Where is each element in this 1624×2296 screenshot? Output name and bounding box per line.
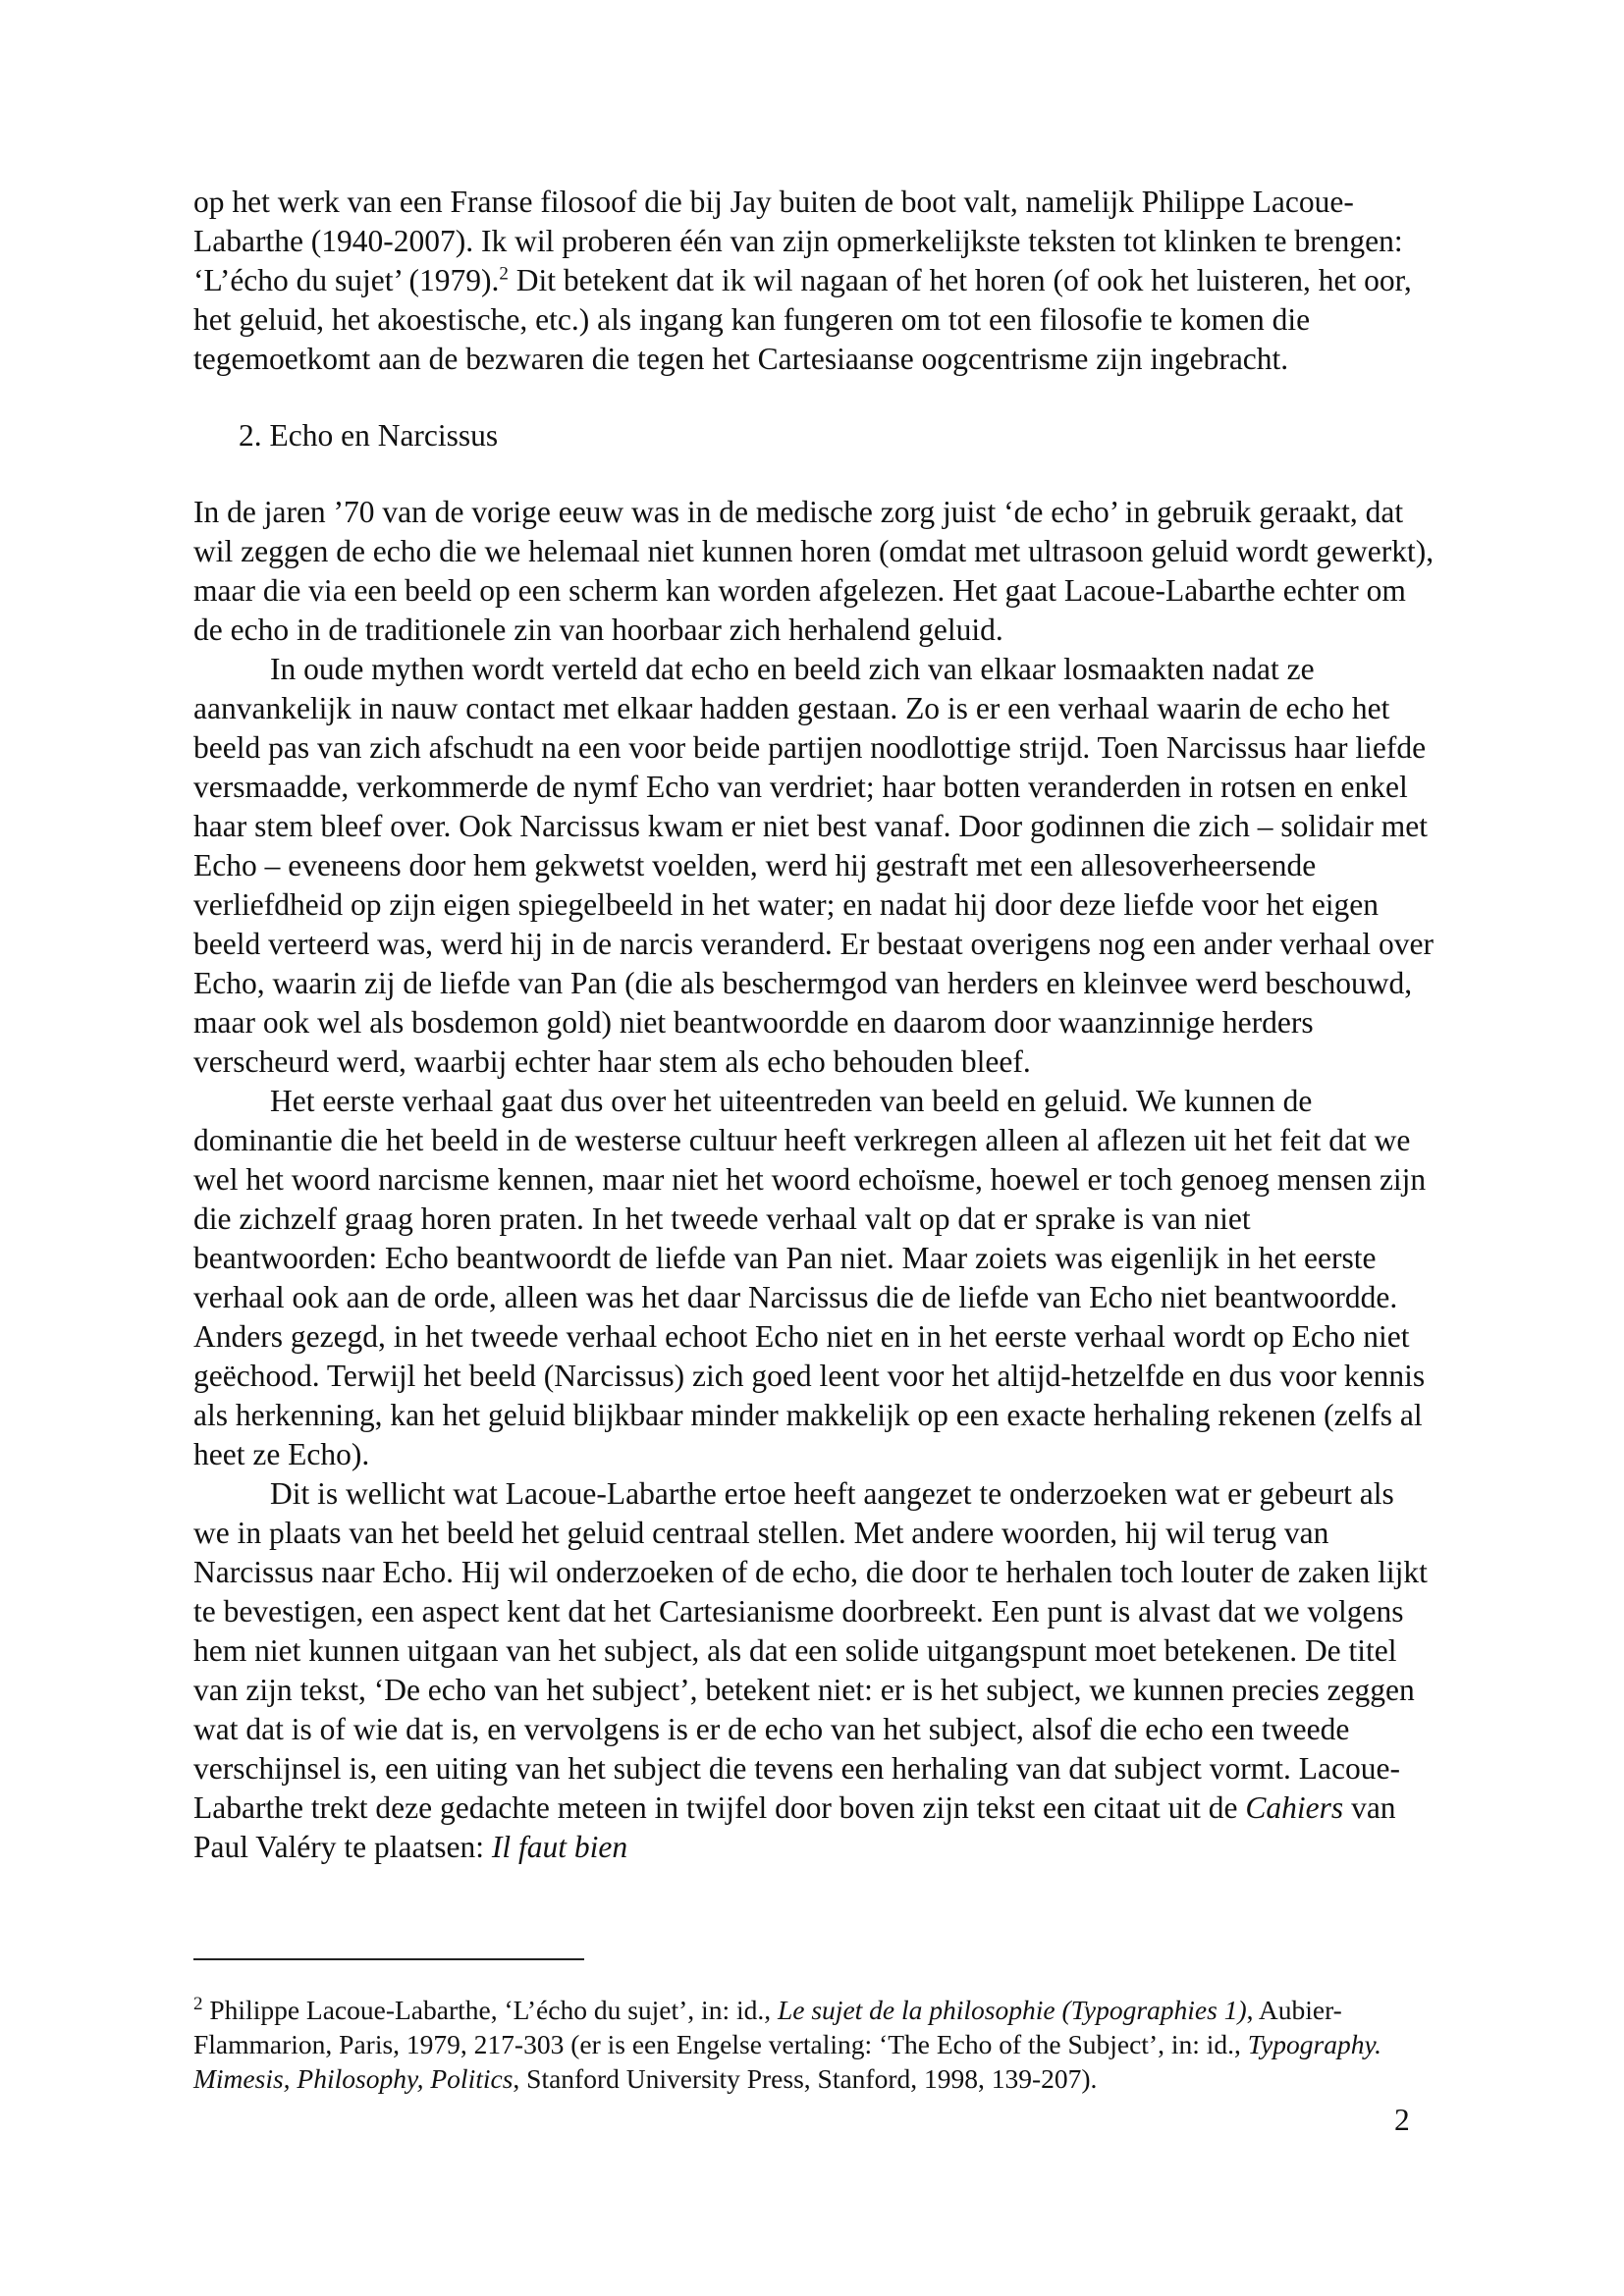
footnote-book-title-2: Typography. Mimesis, Philosophy, Politics bbox=[193, 2029, 1382, 2094]
page-body bbox=[193, 183, 1435, 1867]
footnote bbox=[193, 1993, 1440, 2096]
footnote-separator bbox=[193, 1958, 584, 1960]
paragraph-3: Het eerste verhaal gaat dus over het uiteentreden van beeld en geluid. We kunnen de dominantie die het beeld in de westerse cultuur heeft verkregen alleen al aflezen uit het feit dat we wel het woord narcisme kennen, maar niet het woord echoïsme, hoewel er toch genoeg mensen zijn die zichzelf graag horen praten. In het tweede verhaal valt op dat er sprake is van niet beantwoorden: Echo beantwoordt de liefde van Pan niet. Maar zoiets was eigenlijk in het eerste verhaal ook aan de orde, alleen was het daar Narcissus die de liefde van Echo niet beantwoordde. Anders gezegd, in het tweede verhaal echoot Echo niet en in het eerste verhaal wordt op Echo niet geëchood. Terwijl het beeld (Narcissus) zich goed leent voor het altijd-hetzelfde en dus voor kennis als herkenning, kan het geluid blijkbaar minder makkelijk op een exacte herhaling rekenen (zelfs al heet ze Echo). bbox=[193, 1084, 1427, 1471]
cahiers-title: Cahiers bbox=[1245, 1790, 1344, 1825]
paragraph-4-text: Dit is wellicht wat Lacoue-Labarthe ertoe heeft aangezet te onderzoeken wat er gebeurt als we in plaats van het beeld het geluid centraal stellen. Met andere woorden, hij wil terug van Narcissus naar Echo. Hij wil onderzoeken of de echo, die door te herhalen toch louter de zaken lijkt te bevestigen, een aspect kent dat het Cartesianisme doorbreekt. Een punt is alvast dat we volgens hem niet kunnen uitgaan van het subject, als dat een solide uitgangspunt moet betekenen. De titel van zijn tekst, ‘De echo van het subject’, betekent niet: er is het subject, we kunnen precies zeggen wat dat is of wie dat is, en vervolgens is er de echo van het subject, alsof die echo een tweede verschijnsel is, een uiting van het subject die tevens een herhaling van dat subject vormt. Lacoue-Labarthe trekt deze gedachte meteen in twijfel door boven zijn tekst een citaat uit de bbox=[193, 1476, 1428, 1825]
footnote-text-2: , Aubier-Flammarion, Paris, 1979, 217-303 (er is een Engelse vertaling: ‘The Echo of the Subject’, in: id., bbox=[193, 1995, 1342, 2059]
paragraph-4-text-2: van Paul Valéry te plaatsen: bbox=[193, 1790, 1396, 1864]
footnote-reference[interactable]: 2 bbox=[499, 263, 509, 285]
footnote-text-1: Philippe Lacoue-Labarthe, ‘L’écho du sujet’, in: id., bbox=[202, 1995, 778, 2025]
page-number: 2 bbox=[1394, 2103, 1410, 2137]
valery-quote: Il faut bien bbox=[491, 1830, 628, 1864]
intro-paragraph bbox=[193, 183, 1435, 379]
paragraph-4 bbox=[193, 1474, 1435, 1867]
paragraph-2: In oude mythen wordt verteld dat echo en beeld zich van elkaar losmaakten nadat ze aanvankelijk in nauw contact met elkaar hadden gestaan. Zo is er een verhaal waarin de echo het beeld pas van zich afschudt na een voor beide partijen noodlottige strijd. Toen Narcissus haar liefde versmaadde, verkommerde de nymf Echo van verdriet; haar botten veranderden in rotsen en enkel haar stem bleef over. Ook Narcissus kwam er niet best vanaf. Door godinnen die zich – solidair met Echo – eveneens door hem gekwetst voelden, werd hij gestraft met een allesoverheersende verliefdheid op zijn eigen spiegelbeeld in het water; en nadat hij door deze liefde voor het eigen beeld verteerd was, werd hij in de narcis veranderd. Er bestaat overigens nog een ander verhaal over Echo, waarin zij de liefde van Pan (die als beschermgod van herders en kleinvee werd beschouwd, maar ook wel als bosdemon gold) niet beantwoordde en daarom door waanzinnige herders verscheurd werd, waarbij echter haar stem als echo behouden bleef. bbox=[193, 652, 1434, 1079]
intro-text-continued: Dit betekent dat ik wil nagaan of het horen (of ook het luisteren, het oor, het geluid, het akoestische, etc.) als ingang kan fungeren om tot een filosofie te komen die tegemoetkomt aan de bezwaren die tegen het Cartesiaanse oogcentrisme zijn ingebracht. bbox=[193, 263, 1412, 376]
intro-text: op het werk van een Franse filosoof die bij Jay buiten de boot valt, namelijk Philippe Lacoue-Labarthe (1940-2007). Ik wil proberen één van zijn opmerkelijkste teksten tot klinken te brengen: ‘L’écho du sujet’ (1979). bbox=[193, 185, 1403, 297]
section-heading: 2. Echo en Narcissus bbox=[239, 418, 499, 453]
footnote-number: 2 bbox=[193, 1993, 203, 2014]
paragraph-1: In de jaren ’70 van de vorige eeuw was in de medische zorg juist ‘de echo’ in gebruik geraakt, dat wil zeggen de echo die we helemaal niet kunnen horen (omdat met ultrasoon geluid wordt gewerkt), maar die via een beeld op een scherm kan worden afgelezen. Het gaat Lacoue-Labarthe echter om de echo in de traditionele zin van hoorbaar zich herhalend geluid. bbox=[193, 495, 1435, 647]
footnote-text-3: , Stanford University Press, Stanford, 1998, 139-207). bbox=[513, 2063, 1098, 2094]
footnote-book-title-1: Le sujet de la philosophie (Typographies 1) bbox=[777, 1995, 1247, 2025]
